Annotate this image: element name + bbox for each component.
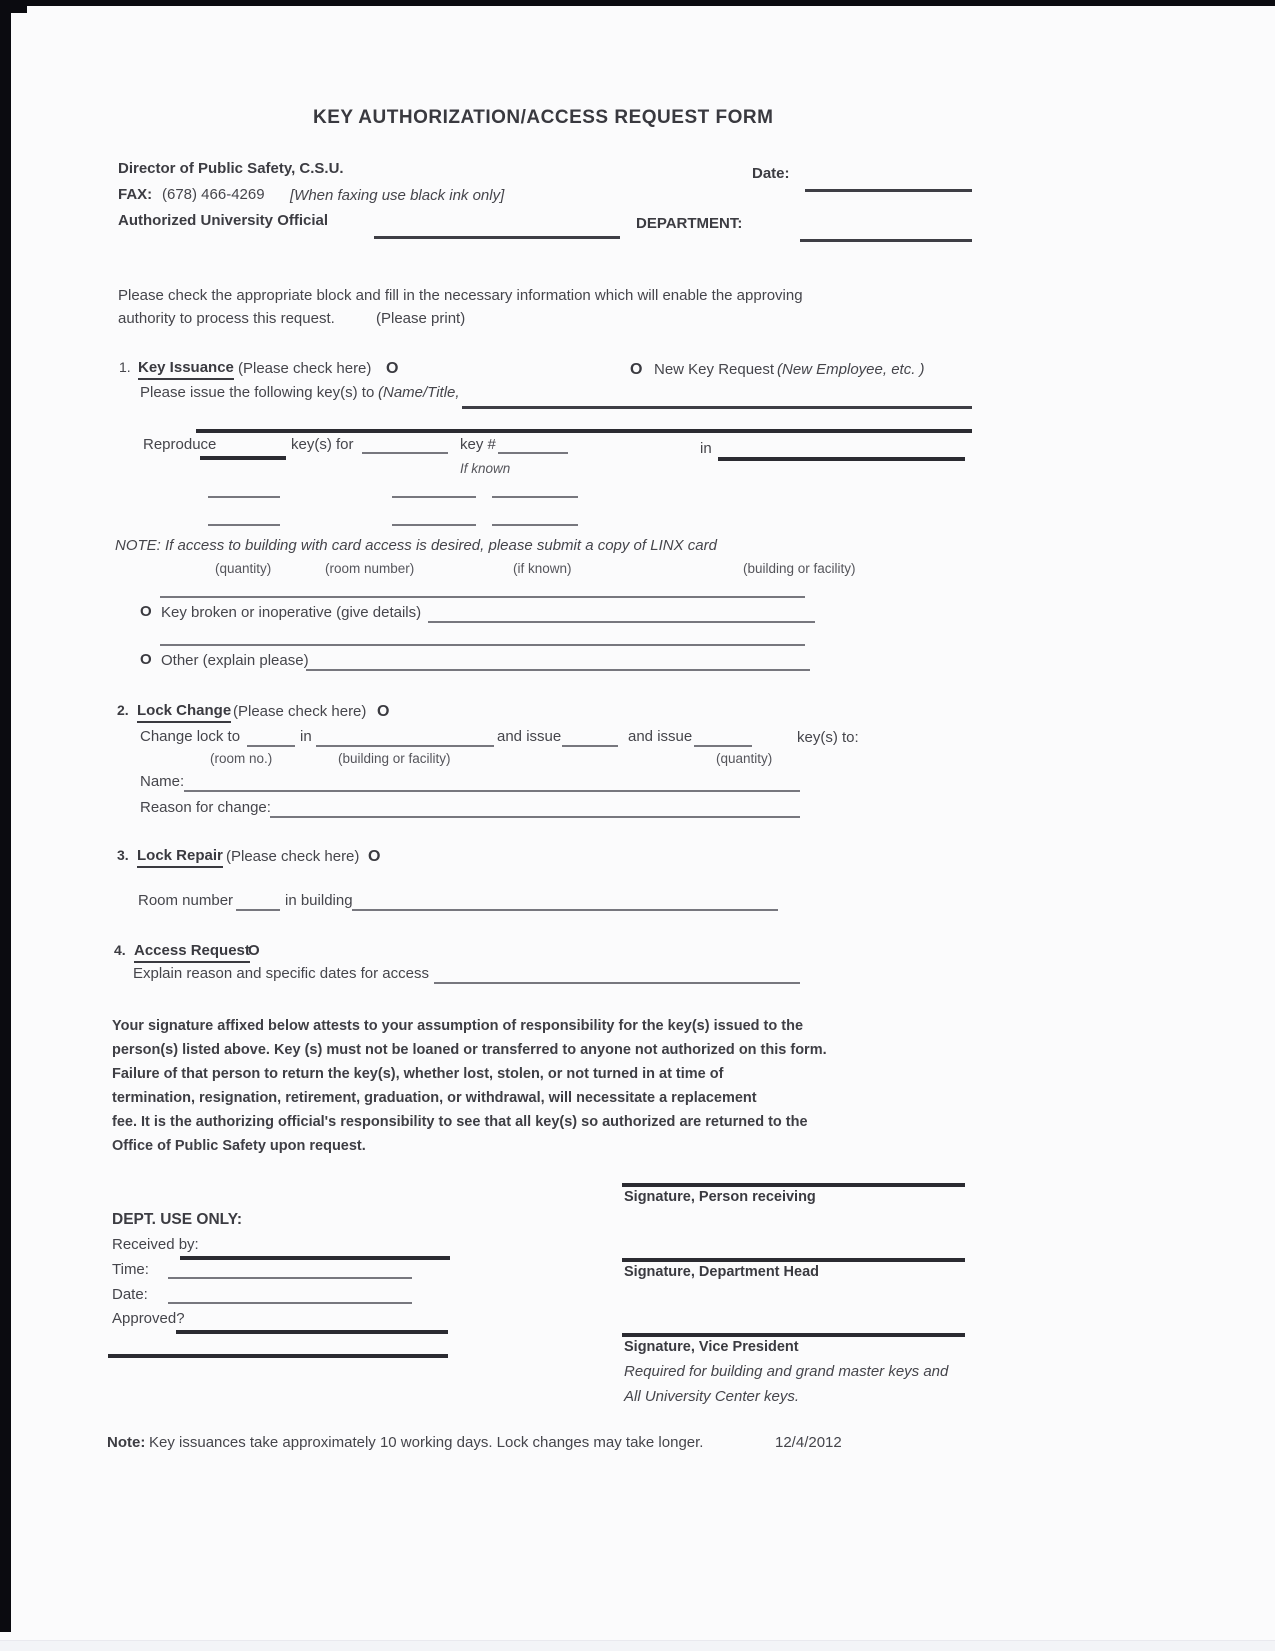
scan-border-bottom	[0, 1640, 1275, 1651]
issue-keys-label: Please issue the following key(s) to	[140, 384, 375, 401]
change-lock-building-line[interactable]	[316, 745, 494, 747]
signature-vp-line[interactable]	[622, 1333, 965, 1337]
keys-to-label: key(s) to:	[797, 729, 859, 746]
new-key-request-checkbox[interactable]: O	[630, 361, 643, 378]
date-label: Date:	[752, 165, 790, 182]
authorized-official-line[interactable]	[374, 236, 620, 239]
signature-person-label: Signature, Person receiving	[624, 1189, 816, 1205]
building-col-label: (building or facility)	[743, 561, 856, 576]
time-label: Time:	[112, 1261, 149, 1278]
extra-row2-quantity-line[interactable]	[208, 524, 280, 526]
section1-number: 1.	[119, 359, 131, 375]
other-details-line[interactable]	[306, 669, 810, 671]
agreement-line-2: person(s) listed above. Key (s) must not be loaned or transferred to anyone not authorized on this form.	[112, 1042, 827, 1058]
building-sublabel: (building or facility)	[338, 751, 451, 766]
key-broken-label: Key broken or inoperative (give details)	[161, 604, 422, 621]
reason-for-change-label: Reason for change:	[140, 799, 271, 816]
issue1-quantity-line[interactable]	[562, 745, 618, 747]
in-label-s1: in	[700, 440, 712, 457]
date-line[interactable]	[805, 189, 972, 192]
agreement-line-3: Failure of that person to return the key(s), whether lost, stolen, or not turned in at time of	[112, 1066, 724, 1082]
new-key-request-label: New Key Request	[654, 361, 775, 378]
instructions-line2: authority to process this request.	[118, 310, 335, 327]
key-number-label: key #	[460, 436, 496, 453]
section2-number: 2.	[117, 702, 129, 718]
keys-for-label: key(s) for	[291, 436, 354, 453]
footer-note-text: Key issuances take approximately 10 working days. Lock changes may take longer.	[149, 1434, 704, 1451]
time-line[interactable]	[168, 1277, 412, 1279]
room-no-sublabel: (room no.)	[210, 751, 273, 766]
extra-row1-quantity-line[interactable]	[208, 496, 280, 498]
room-number-col-label: (room number)	[325, 561, 415, 576]
quantity-col-label: (quantity)	[215, 561, 272, 576]
name-label: Name:	[140, 773, 185, 790]
other-checkbox[interactable]: O	[140, 651, 152, 668]
footer-date: 12/4/2012	[775, 1434, 842, 1451]
authorized-official-label: Authorized University Official	[118, 212, 329, 229]
signature-vp-label: Signature, Vice President	[624, 1339, 799, 1355]
fax-number: (678) 466-4269	[162, 186, 265, 203]
date-field-label: Date:	[112, 1286, 148, 1303]
form-title: KEY AUTHORIZATION/ACCESS REQUEST FORM	[313, 107, 774, 128]
reproduce-label: Reproduce	[143, 436, 217, 453]
director-label: Director of Public Safety, C.S.U.	[118, 160, 344, 177]
received-by-line[interactable]	[180, 1256, 450, 1260]
department-label: DEPARTMENT:	[636, 215, 743, 232]
section4-title: Access Request	[134, 942, 250, 963]
department-line[interactable]	[800, 239, 972, 242]
other-answer-line1[interactable]	[160, 644, 805, 646]
section3-title: Lock Repair	[137, 847, 223, 868]
section3-check-note: (Please check here)	[226, 848, 360, 865]
section2-checkbox[interactable]: O	[377, 703, 390, 720]
key-broken-checkbox[interactable]: O	[140, 603, 152, 620]
key-number-line[interactable]	[498, 452, 568, 454]
approved-line[interactable]	[176, 1330, 448, 1334]
extra-row2-room-line[interactable]	[392, 524, 476, 526]
signature-person-line[interactable]	[622, 1183, 965, 1187]
room-number-line-s3[interactable]	[236, 909, 280, 911]
broken-answer-line1[interactable]	[160, 596, 805, 598]
explain-access-label: Explain reason and specific dates for access	[133, 965, 429, 982]
fax-label: FAX:	[118, 186, 153, 203]
section3-checkbox[interactable]: O	[368, 848, 381, 865]
in-building-label: in building	[285, 892, 353, 909]
in-label-s2: in	[300, 728, 312, 745]
date-field-line[interactable]	[168, 1302, 412, 1304]
vp-note-line1: Required for building and grand master keys and	[624, 1363, 949, 1380]
dept-use-only-label: DEPT. USE ONLY:	[112, 1211, 243, 1228]
reproduce-quantity-line[interactable]	[200, 456, 286, 460]
section1-title: Key Issuance	[138, 359, 234, 380]
section4-checkbox[interactable]: O	[248, 942, 260, 959]
other-label: Other (explain please)	[161, 652, 309, 669]
section2-title: Lock Change	[137, 702, 231, 723]
reason-for-change-line[interactable]	[270, 816, 800, 818]
section1-checkbox[interactable]: O	[386, 360, 399, 377]
footer-note-label: Note:	[107, 1434, 146, 1451]
agreement-line-4: termination, resignation, retirement, graduation, or withdrawal, will necessitate a replacement	[112, 1090, 757, 1106]
explain-access-line[interactable]	[434, 982, 800, 984]
dept-use-bottom-line[interactable]	[108, 1354, 448, 1358]
quantity-sublabel: (quantity)	[716, 751, 773, 766]
and-issue2-label: and issue	[628, 728, 693, 745]
agreement-line-6: Office of Public Safety upon request.	[112, 1138, 366, 1154]
instructions-line1: Please check the appropriate block and fill in the necessary information which will enable the approving	[118, 287, 803, 304]
new-key-request-italic: (New Employee, etc. )	[777, 361, 925, 378]
section4-number: 4.	[114, 942, 126, 958]
if-known-note: If known	[460, 461, 511, 476]
agreement-line-5: fee. It is the authorizing official's responsibility to see that all key(s) so authorized are returned to the	[112, 1114, 808, 1130]
section2-check-note: (Please check here)	[233, 703, 367, 720]
approved-label: Approved?	[112, 1310, 185, 1327]
signature-dept-head-label: Signature, Department Head	[624, 1264, 819, 1280]
broken-details-line[interactable]	[428, 621, 815, 623]
scan-border-top	[0, 0, 1275, 6]
change-lock-room-line[interactable]	[247, 745, 295, 747]
name-line[interactable]	[184, 790, 800, 792]
extra-row2-key-line[interactable]	[492, 524, 578, 526]
issue2-quantity-line[interactable]	[694, 745, 752, 747]
extra-row1-room-line[interactable]	[392, 496, 476, 498]
if-known-col-label: (if known)	[513, 561, 572, 576]
received-by-label: Received by:	[112, 1236, 199, 1253]
please-print-note: (Please print)	[376, 310, 466, 327]
fax-note: [When faxing use black ink only]	[290, 187, 505, 204]
issue-keys-italic: (Name/Title,	[378, 384, 460, 401]
issue-keys-line1[interactable]	[462, 406, 972, 409]
section3-number: 3.	[117, 847, 129, 863]
change-lock-label: Change lock to	[140, 728, 241, 745]
in-building-line-s3[interactable]	[352, 909, 778, 911]
vp-note-line2: All University Center keys.	[624, 1388, 800, 1405]
scan-border-left	[0, 0, 11, 1632]
signature-dept-head-line[interactable]	[622, 1258, 965, 1262]
agreement-line-1: Your signature affixed below attests to your assumption of responsibility for the key(s) issued to the	[112, 1018, 804, 1034]
room-number-label: Room number	[138, 892, 234, 909]
in-building-line-s1[interactable]	[718, 457, 965, 461]
linx-note: NOTE: If access to building with card access is desired, please submit a copy of LINX card	[115, 537, 717, 554]
keys-for-line[interactable]	[362, 452, 448, 454]
section1-check-note: (Please check here)	[238, 360, 372, 377]
scan-border-corner	[0, 0, 27, 13]
extra-row1-key-line[interactable]	[492, 496, 578, 498]
and-issue1-label: and issue	[497, 728, 562, 745]
issue-keys-line2[interactable]	[196, 429, 972, 433]
